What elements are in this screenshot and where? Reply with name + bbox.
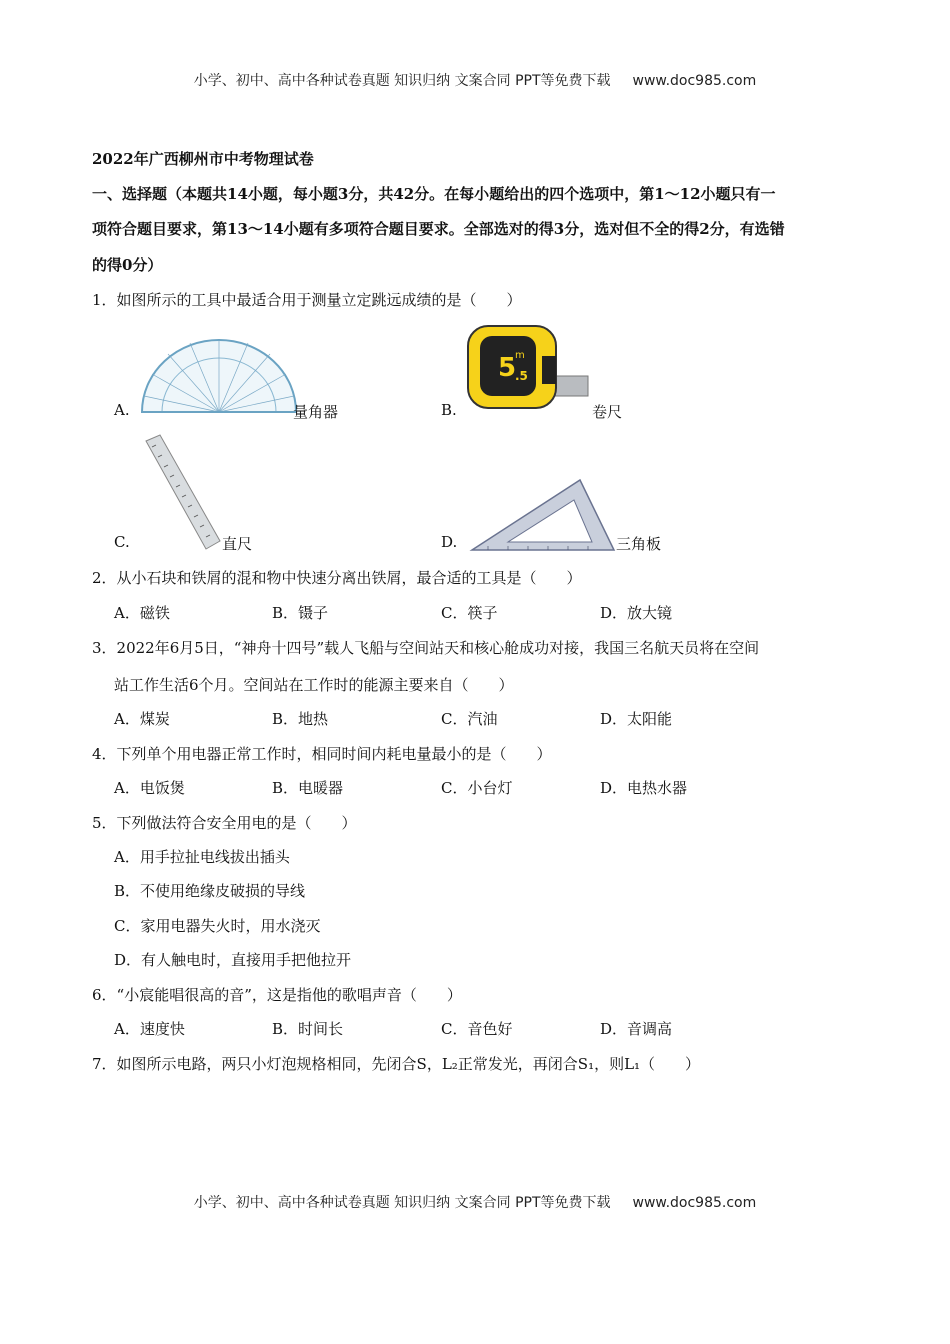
tape-decimal: .5 — [515, 369, 528, 383]
question-5-stem: 5．下列做法符合安全用电的是（ ） — [92, 814, 357, 832]
q3-option-b: B．地热 — [272, 710, 329, 728]
q3-option-d: D．太阳能 — [600, 710, 673, 728]
triangle-ruler-image — [468, 476, 618, 554]
question-2-stem: 2．从小石块和铁屑的混和物中快速分离出铁屑，最合适的工具是（ ） — [92, 569, 582, 587]
q3-option-c: C．汽油 — [441, 710, 498, 728]
section-instructions-line2: 项符合题目要求，第13～14小题有多项符合题目要求。全部选对的得3分，选对但不全的得2分，有选错 — [92, 220, 785, 238]
protractor-image — [138, 336, 300, 416]
header-site[interactable]: www.doc985.com — [632, 73, 757, 89]
q5-option-b: B．不使用绝缘皮破损的导线 — [114, 882, 306, 900]
tape-unit: m — [515, 350, 525, 361]
tape-big-digit: 5 — [498, 353, 517, 383]
q2-option-c: C．筷子 — [441, 604, 498, 622]
q1-option-c-label: C. — [114, 533, 130, 551]
question-3-stem-line2: 站工作生活6个月。空间站在工作时的能源主要来自（ ） — [114, 676, 514, 694]
q3-option-a: A．煤炭 — [114, 710, 170, 728]
question-7-stem: 7．如图所示电路，两只小灯泡规格相同，先闭合S，L₂正常发光，再闭合S₁，则L₁（ ） — [92, 1055, 701, 1073]
q6-option-b: B．时间长 — [272, 1020, 344, 1038]
q1-option-b-label: B. — [441, 401, 457, 419]
question-4-stem: 4．下列单个用电器正常工作时，相同时间内耗电量最小的是（ ） — [92, 745, 552, 763]
q5-option-a: A．用手拉扯电线拔出插头 — [114, 848, 290, 866]
q4-option-d: D．电热水器 — [600, 779, 688, 797]
exam-title: 2022年广西柳州市中考物理试卷 — [92, 150, 314, 168]
page-footer — [0, 1192, 950, 1212]
q1-option-b-text: 卷尺 — [592, 403, 623, 421]
page-header — [0, 70, 950, 90]
q2-option-b: B．镊子 — [272, 604, 329, 622]
section-instructions-line1: 一、选择题（本题共14小题，每小题3分，共42分。在每小题给出的四个选项中，第1～12小题只有一 — [92, 185, 776, 203]
question-3-stem-line1: 3．2022年6月5日，“神舟十四号”载人飞船与空间站天和核心舱成功对接，我国三名航天员将在空间 — [92, 639, 760, 657]
q1-option-a-text: 量角器 — [293, 403, 339, 421]
footer-text: 小学、初中、高中各种试卷真题 知识归纳 文案合同 PPT等免费下载 — [193, 1195, 611, 1211]
q2-option-a: A．磁铁 — [114, 604, 170, 622]
q4-option-b: B．电暖器 — [272, 779, 344, 797]
question-6-stem: 6．“小宸能唱很高的音”，这是指他的歌唱声音（ ） — [92, 986, 462, 1004]
q5-option-d: D．有人触电时，直接用手把他拉开 — [114, 951, 352, 969]
q4-option-c: C．小台灯 — [441, 779, 513, 797]
ruler-image — [140, 433, 224, 551]
q6-option-c: C．音色好 — [441, 1020, 513, 1038]
q1-option-d-text: 三角板 — [616, 535, 662, 553]
q2-option-d: D．放大镜 — [600, 604, 673, 622]
tape-measure-image — [464, 320, 594, 415]
question-1-stem: 1．如图所示的工具中最适合用于测量立定跳远成绩的是（ ） — [92, 291, 522, 309]
q6-option-d: D．音调高 — [600, 1020, 673, 1038]
header-text: 小学、初中、高中各种试卷真题 知识归纳 文案合同 PPT等免费下载 — [193, 73, 611, 89]
q1-option-d-label: D. — [441, 533, 458, 551]
section-instructions-line3: 的得0分） — [92, 256, 163, 274]
footer-site[interactable]: www.doc985.com — [632, 1195, 757, 1211]
q4-option-a: A．电饭煲 — [114, 779, 185, 797]
q1-option-c-text: 直尺 — [222, 535, 253, 553]
q6-option-a: A．速度快 — [114, 1020, 185, 1038]
q5-option-c: C．家用电器失火时，用水浇灭 — [114, 917, 321, 935]
q1-option-a-label: A. — [114, 401, 130, 419]
